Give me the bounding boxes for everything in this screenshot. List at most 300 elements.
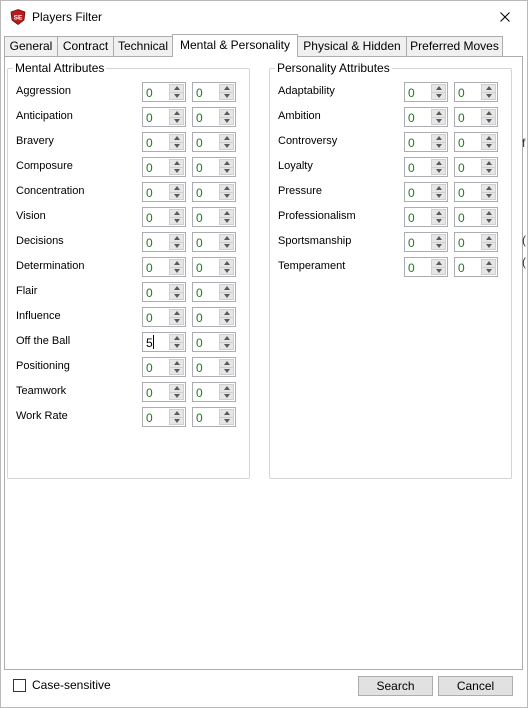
search-button[interactable]: Search — [358, 676, 433, 696]
spin-down-arrow-icon — [173, 393, 181, 399]
spin-buttons — [219, 284, 234, 300]
value-spinner[interactable] — [142, 307, 186, 327]
spin-down-button[interactable] — [431, 118, 446, 126]
spin-buttons — [431, 234, 446, 250]
value-spinner[interactable] — [142, 257, 186, 277]
value-spinner[interactable] — [404, 232, 448, 252]
spin-up-arrow-icon — [173, 110, 181, 116]
value-spinner[interactable] — [142, 107, 186, 127]
spin-buttons — [481, 234, 496, 250]
spin-down-button[interactable] — [481, 168, 496, 176]
spin-down-button[interactable] — [169, 193, 184, 201]
spinner-value[interactable]: 0 — [458, 186, 465, 200]
value-spinner[interactable] — [192, 407, 236, 427]
spin-buttons — [431, 259, 446, 275]
tab-label: Contract — [62, 39, 109, 53]
spin-down-button[interactable] — [169, 368, 184, 376]
spin-down-button[interactable] — [431, 93, 446, 101]
spinner-value[interactable]: 0 — [196, 86, 203, 100]
spin-up-button[interactable] — [169, 409, 184, 418]
spin-buttons — [219, 209, 234, 225]
spin-down-button[interactable] — [219, 268, 234, 276]
attribute-label: Ambition — [278, 110, 321, 122]
spinner-value[interactable]: 0 — [196, 386, 203, 400]
text-caret — [153, 335, 154, 349]
value-spinner[interactable] — [192, 357, 236, 377]
spinner-value[interactable]: 0 — [146, 111, 153, 125]
cancel-button[interactable]: Cancel — [438, 676, 513, 696]
spin-down-button[interactable] — [169, 418, 184, 426]
app-logo-icon — [10, 9, 26, 25]
spin-buttons — [219, 84, 234, 100]
spin-down-button[interactable] — [219, 218, 234, 226]
spin-down-button[interactable] — [169, 93, 184, 101]
spin-buttons — [219, 359, 234, 375]
spinner-value[interactable]: 0 — [196, 286, 203, 300]
value-spinner[interactable] — [192, 282, 236, 302]
spin-up-arrow-icon — [223, 260, 231, 266]
value-spinner[interactable] — [404, 82, 448, 102]
spin-up-button[interactable] — [169, 209, 184, 218]
spin-buttons — [431, 209, 446, 225]
value-spinner[interactable] — [404, 207, 448, 227]
spin-buttons — [219, 309, 234, 325]
spinner-value[interactable]: 0 — [196, 261, 203, 275]
spin-down-arrow-icon — [223, 293, 231, 299]
spin-down-button[interactable] — [431, 268, 446, 276]
spin-up-button[interactable] — [431, 234, 446, 243]
spin-buttons — [169, 109, 184, 125]
spin-down-button[interactable] — [219, 143, 234, 151]
spin-down-button[interactable] — [219, 243, 234, 251]
attribute-label: Aggression — [16, 85, 72, 97]
attribute-label: Sportsmanship — [278, 235, 352, 247]
spin-buttons — [219, 334, 234, 350]
spin-up-button[interactable] — [219, 184, 234, 193]
spin-up-button[interactable] — [431, 84, 446, 93]
spin-buttons — [169, 309, 184, 325]
spin-down-button[interactable] — [169, 343, 184, 351]
spinner-value[interactable]: 0 — [146, 361, 153, 375]
spin-down-button[interactable] — [219, 168, 234, 176]
attribute-label: Concentration — [16, 185, 85, 197]
attribute-row — [270, 232, 511, 252]
spin-down-arrow-icon — [435, 268, 443, 274]
spinner-value[interactable]: 0 — [196, 361, 203, 375]
close-button[interactable] — [483, 1, 527, 33]
attribute-label: Professionalism — [278, 210, 356, 222]
value-spinner[interactable] — [192, 332, 236, 352]
value-spinner[interactable] — [404, 157, 448, 177]
spin-down-arrow-icon — [223, 368, 231, 374]
spin-up-arrow-icon — [435, 160, 443, 166]
spin-down-button[interactable] — [431, 193, 446, 201]
spin-down-arrow-icon — [223, 343, 231, 349]
spin-down-button[interactable] — [169, 168, 184, 176]
group-title: Mental Attributes — [15, 61, 105, 75]
spin-up-button[interactable] — [169, 234, 184, 243]
spin-down-button[interactable] — [169, 143, 184, 151]
spin-down-arrow-icon — [485, 243, 493, 249]
attribute-row — [270, 132, 511, 152]
spin-up-arrow-icon — [173, 85, 181, 91]
spinner-value[interactable]: 0 — [408, 111, 415, 125]
spin-up-arrow-icon — [435, 110, 443, 116]
spin-up-arrow-icon — [223, 85, 231, 91]
spin-up-arrow-icon — [485, 160, 493, 166]
spin-buttons — [169, 259, 184, 275]
spinner-value[interactable]: 0 — [408, 186, 415, 200]
spin-down-button[interactable] — [481, 118, 496, 126]
spinner-value[interactable]: 0 — [458, 161, 465, 175]
spin-up-arrow-icon — [435, 85, 443, 91]
spin-buttons — [431, 109, 446, 125]
spin-down-button[interactable] — [169, 118, 184, 126]
value-spinner[interactable] — [454, 157, 498, 177]
spin-up-button[interactable] — [219, 159, 234, 168]
spin-up-button[interactable] — [169, 84, 184, 93]
value-spinner[interactable] — [142, 182, 186, 202]
spin-down-button[interactable] — [169, 293, 184, 301]
spin-down-arrow-icon — [485, 193, 493, 199]
spin-down-arrow-icon — [173, 118, 181, 124]
attribute-row — [8, 282, 249, 302]
value-spinner[interactable] — [192, 207, 236, 227]
spin-down-button[interactable] — [431, 168, 446, 176]
spin-up-arrow-icon — [223, 235, 231, 241]
spin-down-arrow-icon — [485, 218, 493, 224]
value-spinner[interactable] — [454, 207, 498, 227]
background-window-fragment: ( — [522, 233, 526, 247]
spinner-value[interactable]: 0 — [458, 236, 465, 250]
attribute-label: Positioning — [16, 360, 70, 372]
spin-down-arrow-icon — [173, 268, 181, 274]
spin-up-arrow-icon — [485, 210, 493, 216]
spin-up-button[interactable] — [169, 334, 184, 343]
spinner-value[interactable]: 0 — [146, 311, 153, 325]
value-spinner[interactable] — [142, 407, 186, 427]
spin-down-button[interactable] — [481, 93, 496, 101]
spin-up-button[interactable] — [169, 134, 184, 143]
value-spinner[interactable] — [142, 232, 186, 252]
spinner-value[interactable]: 0 — [196, 311, 203, 325]
spin-down-button[interactable] — [481, 218, 496, 226]
spin-up-button[interactable] — [219, 359, 234, 368]
spinner-value[interactable]: 0 — [196, 161, 203, 175]
spin-down-button[interactable] — [169, 268, 184, 276]
spin-up-arrow-icon — [223, 210, 231, 216]
spinner-value[interactable]: 0 — [458, 111, 465, 125]
spin-up-button[interactable] — [219, 259, 234, 268]
value-spinner[interactable] — [192, 107, 236, 127]
attribute-label: Bravery — [16, 135, 54, 147]
value-spinner[interactable] — [142, 357, 186, 377]
spinner-value[interactable]: 0 — [196, 186, 203, 200]
spin-down-button[interactable] — [219, 118, 234, 126]
spin-buttons — [481, 159, 496, 175]
spin-up-arrow-icon — [485, 235, 493, 241]
spin-up-button[interactable] — [431, 109, 446, 118]
spin-up-button[interactable] — [169, 259, 184, 268]
spin-up-button[interactable] — [169, 284, 184, 293]
spin-buttons — [481, 184, 496, 200]
spin-down-arrow-icon — [435, 143, 443, 149]
value-spinner[interactable] — [454, 82, 498, 102]
title-bar — [1, 1, 527, 33]
spinner-value[interactable]: 0 — [146, 286, 153, 300]
spin-down-arrow-icon — [223, 193, 231, 199]
mental-attributes-group — [7, 61, 250, 479]
spin-up-arrow-icon — [485, 185, 493, 191]
attribute-row — [270, 107, 511, 127]
spinner-value[interactable]: 0 — [408, 211, 415, 225]
spin-down-arrow-icon — [223, 418, 231, 424]
value-spinner[interactable] — [454, 107, 498, 127]
spin-up-button[interactable] — [481, 84, 496, 93]
attribute-label: Pressure — [278, 185, 323, 197]
spinner-value[interactable]: 0 — [408, 161, 415, 175]
spin-down-button[interactable] — [219, 418, 234, 426]
value-spinner[interactable] — [192, 182, 236, 202]
spin-down-button[interactable] — [219, 293, 234, 301]
spin-buttons — [219, 159, 234, 175]
value-spinner[interactable] — [454, 257, 498, 277]
value-spinner[interactable] — [142, 382, 186, 402]
spin-up-button[interactable] — [219, 284, 234, 293]
spinner-value[interactable]: 0 — [196, 211, 203, 225]
spin-up-arrow-icon — [173, 210, 181, 216]
spin-buttons — [219, 384, 234, 400]
spin-up-button[interactable] — [481, 159, 496, 168]
spin-down-arrow-icon — [435, 168, 443, 174]
spinner-value[interactable]: 0 — [408, 236, 415, 250]
spin-up-button[interactable] — [431, 259, 446, 268]
spinner-value[interactable]: 0 — [458, 261, 465, 275]
spin-down-button[interactable] — [169, 393, 184, 401]
tab-label: Preferred Moves — [410, 39, 499, 53]
tab-technical[interactable] — [113, 36, 173, 56]
spin-down-button[interactable] — [169, 318, 184, 326]
spinner-value[interactable]: 0 — [458, 86, 465, 100]
spin-up-button[interactable] — [481, 209, 496, 218]
spin-up-button[interactable] — [169, 159, 184, 168]
spin-up-arrow-icon — [173, 360, 181, 366]
spinner-value[interactable]: 0 — [458, 211, 465, 225]
spin-down-button[interactable] — [219, 193, 234, 201]
value-spinner[interactable] — [192, 257, 236, 277]
tab-preferred-moves[interactable] — [406, 36, 503, 56]
spin-up-button[interactable] — [219, 409, 234, 418]
spin-up-arrow-icon — [485, 110, 493, 116]
value-spinner[interactable] — [404, 182, 448, 202]
spinner-value[interactable]: 0 — [146, 136, 153, 150]
spinner-value[interactable]: 0 — [196, 136, 203, 150]
spin-down-button[interactable] — [481, 268, 496, 276]
value-spinner[interactable] — [454, 132, 498, 152]
attribute-label: Temperament — [278, 260, 346, 272]
tab-strip — [4, 34, 524, 56]
spin-up-button[interactable] — [169, 309, 184, 318]
spin-up-arrow-icon — [435, 135, 443, 141]
svg-text:SE: SE — [13, 14, 23, 22]
spin-up-button[interactable] — [219, 309, 234, 318]
spin-up-button[interactable] — [481, 109, 496, 118]
spin-down-arrow-icon — [485, 268, 493, 274]
spin-up-button[interactable] — [219, 134, 234, 143]
spin-down-arrow-icon — [485, 93, 493, 99]
spin-up-button[interactable] — [169, 184, 184, 193]
spin-up-button[interactable] — [481, 184, 496, 193]
spinner-value[interactable]: 0 — [196, 111, 203, 125]
value-spinner[interactable] — [142, 207, 186, 227]
spin-up-button[interactable] — [219, 84, 234, 93]
attribute-row — [8, 107, 249, 127]
spin-buttons — [169, 359, 184, 375]
spinner-value[interactable]: 0 — [146, 386, 153, 400]
spin-buttons — [219, 234, 234, 250]
value-spinner[interactable] — [142, 282, 186, 302]
spinner-value[interactable]: 5 — [146, 336, 153, 350]
spin-down-button[interactable] — [169, 243, 184, 251]
value-spinner[interactable] — [404, 132, 448, 152]
value-spinner[interactable] — [142, 132, 186, 152]
spin-buttons — [481, 134, 496, 150]
tab-contract[interactable] — [57, 36, 114, 56]
personality-attributes-group — [269, 61, 512, 479]
attribute-row — [270, 157, 511, 177]
attribute-row — [8, 257, 249, 277]
value-spinner[interactable] — [192, 232, 236, 252]
spin-up-button[interactable] — [481, 234, 496, 243]
attribute-label: Adaptability — [278, 85, 335, 97]
spinner-value[interactable]: 0 — [196, 236, 203, 250]
spin-down-button[interactable] — [219, 93, 234, 101]
attribute-label: Vision — [16, 210, 46, 222]
spin-buttons — [481, 259, 496, 275]
spin-down-button[interactable] — [219, 393, 234, 401]
spin-down-button[interactable] — [481, 143, 496, 151]
spin-down-button[interactable] — [431, 143, 446, 151]
spin-up-button[interactable] — [169, 359, 184, 368]
spin-up-button[interactable] — [219, 234, 234, 243]
spinner-value[interactable]: 0 — [146, 261, 153, 275]
spin-up-button[interactable] — [431, 209, 446, 218]
spin-down-button[interactable] — [219, 343, 234, 351]
spinner-value[interactable]: 0 — [196, 411, 203, 425]
spin-up-arrow-icon — [173, 410, 181, 416]
spinner-value[interactable]: 0 — [146, 161, 153, 175]
spin-up-button[interactable] — [219, 209, 234, 218]
spin-up-arrow-icon — [435, 185, 443, 191]
spin-up-arrow-icon — [223, 310, 231, 316]
value-spinner[interactable] — [142, 332, 186, 352]
value-spinner[interactable] — [192, 157, 236, 177]
spin-up-arrow-icon — [485, 85, 493, 91]
spinner-value[interactable]: 0 — [146, 411, 153, 425]
tab-general[interactable] — [4, 36, 58, 56]
spin-down-button[interactable] — [481, 243, 496, 251]
background-window-fragment: ( — [522, 255, 526, 269]
spin-down-arrow-icon — [173, 418, 181, 424]
spin-up-button[interactable] — [481, 259, 496, 268]
value-spinner[interactable] — [454, 182, 498, 202]
spin-down-arrow-icon — [223, 93, 231, 99]
spinner-value[interactable]: 0 — [146, 186, 153, 200]
spin-down-arrow-icon — [223, 243, 231, 249]
spin-up-button[interactable] — [219, 384, 234, 393]
spin-up-arrow-icon — [223, 360, 231, 366]
spin-up-arrow-icon — [223, 160, 231, 166]
attribute-row — [8, 332, 249, 352]
attribute-row — [270, 207, 511, 227]
spinner-value[interactable]: 0 — [408, 86, 415, 100]
mental-personality-panel — [4, 56, 526, 670]
spin-up-button[interactable] — [431, 184, 446, 193]
spin-buttons — [169, 209, 184, 225]
spin-down-arrow-icon — [173, 168, 181, 174]
spinner-value[interactable]: 0 — [458, 136, 465, 150]
spin-down-button[interactable] — [431, 218, 446, 226]
spin-buttons — [169, 384, 184, 400]
attribute-row — [8, 157, 249, 177]
tab-label: Mental & Personality — [179, 38, 291, 52]
attribute-label: Controversy — [278, 135, 338, 147]
value-spinner[interactable] — [142, 157, 186, 177]
spin-up-button[interactable] — [481, 134, 496, 143]
tab-mental-personality[interactable] — [172, 34, 298, 57]
spin-buttons — [431, 84, 446, 100]
attribute-label: Determination — [16, 260, 85, 272]
attribute-label: Teamwork — [16, 385, 67, 397]
value-spinner[interactable] — [192, 82, 236, 102]
value-spinner[interactable] — [192, 307, 236, 327]
spin-up-button[interactable] — [431, 159, 446, 168]
spin-up-button[interactable] — [431, 134, 446, 143]
spinner-value[interactable]: 0 — [146, 211, 153, 225]
spin-up-button[interactable] — [219, 334, 234, 343]
spin-down-button[interactable] — [169, 218, 184, 226]
tab-physical-hidden[interactable] — [297, 36, 407, 56]
spin-down-arrow-icon — [173, 243, 181, 249]
attribute-row — [8, 132, 249, 152]
spinner-value[interactable]: 0 — [196, 336, 203, 350]
spinner-value[interactable]: 0 — [408, 261, 415, 275]
spinner-value[interactable]: 0 — [408, 136, 415, 150]
spin-up-arrow-icon — [435, 235, 443, 241]
spin-buttons — [169, 84, 184, 100]
spin-down-button[interactable] — [481, 193, 496, 201]
spin-down-button[interactable] — [219, 368, 234, 376]
spin-down-button[interactable] — [219, 318, 234, 326]
spin-down-button[interactable] — [431, 243, 446, 251]
spin-up-button[interactable] — [169, 384, 184, 393]
value-spinner[interactable] — [404, 107, 448, 127]
attribute-row — [8, 232, 249, 252]
spin-up-button[interactable] — [219, 109, 234, 118]
spin-buttons — [431, 134, 446, 150]
value-spinner[interactable] — [192, 132, 236, 152]
value-spinner[interactable] — [142, 82, 186, 102]
spin-buttons — [431, 184, 446, 200]
spinner-value[interactable]: 0 — [146, 86, 153, 100]
spin-up-arrow-icon — [173, 285, 181, 291]
case-sensitive-checkbox[interactable] — [13, 679, 26, 692]
value-spinner[interactable] — [454, 232, 498, 252]
value-spinner[interactable] — [404, 257, 448, 277]
spinner-value[interactable]: 0 — [146, 236, 153, 250]
spin-up-button[interactable] — [169, 109, 184, 118]
value-spinner[interactable] — [192, 382, 236, 402]
